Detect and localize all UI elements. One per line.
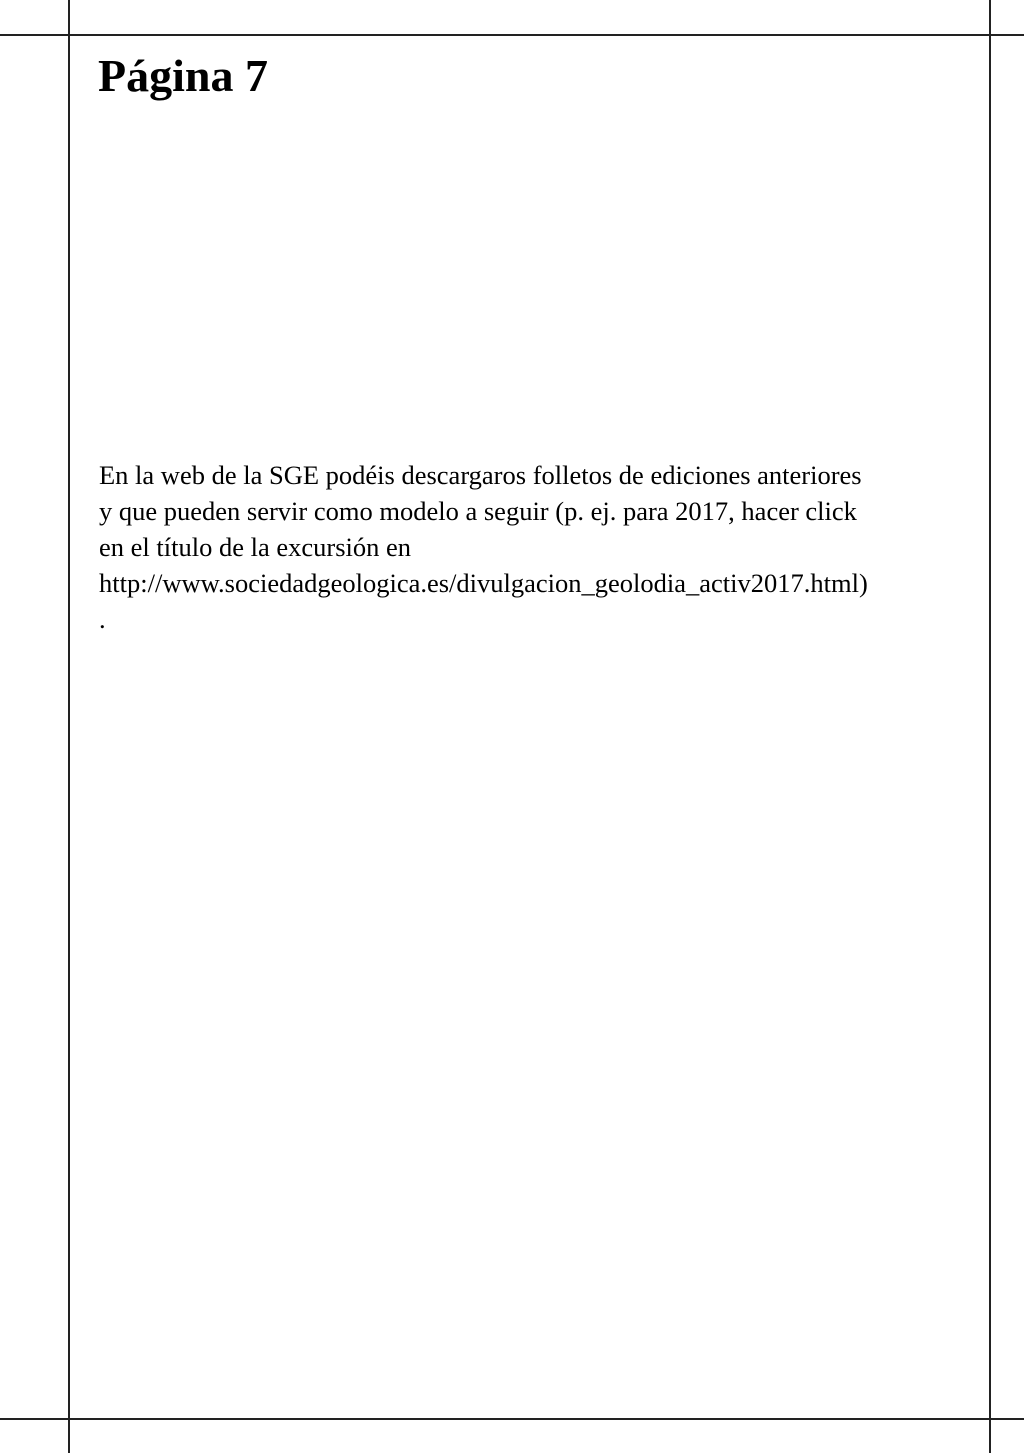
paragraph-line: En la web de la SGE podéis descargaros folletos de ediciones anteriores — [99, 460, 862, 490]
url-text: http://www.sociedadgeologica.es/divulgacion_geolodia_activ2017.html) — [99, 568, 868, 598]
body-paragraph — [99, 457, 969, 637]
crop-line-left — [68, 0, 70, 1453]
paragraph-line: . — [99, 604, 106, 634]
crop-line-top — [0, 34, 1024, 36]
page-title: Página 7 — [98, 50, 268, 101]
paragraph-line: en el título de la excursión en — [99, 532, 412, 562]
crop-line-bottom — [0, 1418, 1024, 1420]
crop-line-right — [989, 0, 991, 1453]
paragraph-line: y que pueden servir como modelo a seguir (p. ej. para 2017, hacer click — [99, 496, 857, 526]
